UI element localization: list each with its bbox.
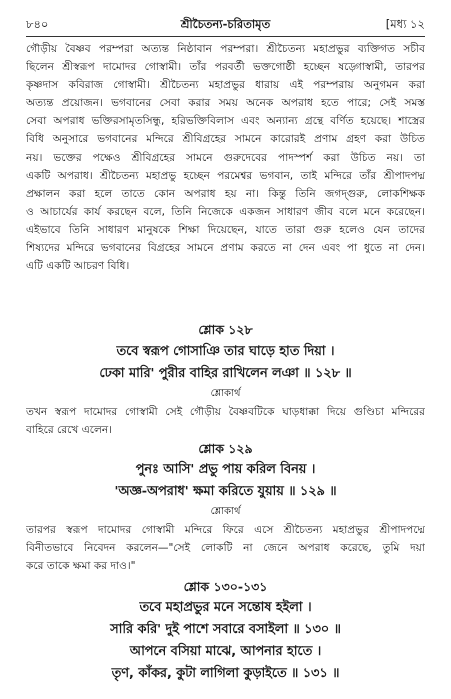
verse-line: তৃণ, কাঁকর, কুটা লাগিলা কুড়াইতে ॥ ১৩১ ॥ [111, 666, 340, 681]
purport-line: শিষ্যদের মন্দিরে ভগবানের বিগ্রহের সামনে প্রণাম করতে না দেন এবং পা ধুতে না দেন। [26, 242, 425, 255]
translation-line: বিনীতভাবে নিবেদন করলেন—"সেই লোকটি না জেনে অপরাধ করেছে, তুমি দয়া [26, 542, 425, 555]
verse-line: ঢেকা মারি' পুরীর বাহির রাখিলেন লঞা ॥ ১২৮ ॥ [99, 366, 352, 381]
purport-paragraph [26, 40, 425, 275]
header-rule [26, 36, 425, 37]
translation-heading: শ্লোকার্থ [210, 388, 241, 399]
chapter-reference: [মধ্য ১২ [385, 17, 425, 31]
purport-line: এইভাবে তিনি সাধারণ মানুষকে শিক্ষা দিয়েছেন, যাতে তারা গুরু হলেও যেন তাদের [26, 223, 425, 236]
purport-line: একটি অপরাধ। শ্রীচৈতন্য মহাপ্রভু হচ্ছেন পরমেশ্বর ভগবান, তাই মন্দিরে তাঁর শ্রীপাদপদ্ম [26, 169, 425, 182]
verse-heading: শ্লোক ১২৮ [198, 322, 253, 337]
purport-line: অত্যন্ত প্রয়োজন। ভগবানের সেবা করার সময় অনেক অপরাধ হতে পারে; সেই সমস্ত [26, 97, 425, 110]
verse-line: আপনে বসিয়া মাঝে, আপনার হাতে । [129, 644, 322, 659]
verse-heading: শ্লোক ১২৯ [198, 441, 253, 456]
verse-line: সারি করি' দুই পাশে সবারে বসাইলা ॥ ১৩০ ॥ [110, 622, 341, 637]
translation-line: বাহিরে রেখে এলেন। [26, 424, 113, 437]
purport-line: কৃষ্ণদাস কবিরাজ গোস্বামী। শ্রীচৈতন্য মহাপ্রভুর ধারায় এই পরম্পরায় অনুগমন করা [26, 79, 425, 92]
page-number: ৮৪০ [26, 17, 49, 31]
verse-line: 'অজ্ঞ-অপরাধ' ক্ষমা করিতে যুয়ায় ॥ ১২৯ ॥ [114, 484, 337, 499]
verse-line: তবে মহাপ্রভুর মনে সন্তোষ হইলা । [139, 600, 312, 615]
purport-line: নয়। ভক্তের পক্ষেও শ্রীবিগ্রহের সামনে গুরুদেবের পাদস্পর্শ করা উচিত নয়। তা [26, 151, 425, 164]
running-header [26, 15, 425, 33]
verse-line: তবে স্বরূপ গোসাঞি তার ঘাড়ে হাত দিয়া । [116, 344, 335, 359]
translation-line: করে তাকে ক্ষমা কর দাও।" [26, 560, 136, 573]
translation-paragraph [26, 521, 425, 575]
book-title: শ্রীচৈতন্য-চরিতামৃত [180, 17, 271, 31]
purport-line: এটি একটি আচরণ বিধি। [26, 260, 130, 273]
translation-line: তারপর স্বরূপ দামোদর গোস্বামী মন্দিরে ফিরে এসে শ্রীচৈতন্য মহাপ্রভুর শ্রীপাদপদ্মে [26, 524, 425, 536]
purport-line: সেবা অপরাধ ভক্তিরসামৃতসিন্ধু, হরিভক্তিবিলাস এবং অন্যান্য গ্রন্থে বর্ণিত হয়েছে। শাস্ত্রের [26, 115, 425, 128]
purport-line: ছিলেন শ্রীস্বরূপ দামোদর গোস্বামী। তাঁর পরবর্তী ভক্তগোষ্ঠী হচ্ছেন ষড়্গোস্বামী, তারপর [26, 61, 425, 74]
purport-line: প্রক্ষালন করা হলে তাতে কোন অপরাধ হয় না। কিন্তু তিনি জগদ্গুরু, লোকশিক্ষক [26, 187, 425, 200]
purport-line: ও আচার্যের কার্য করছেন বলে, তিনি নিজেকে একজন সাধারণ জীব বলে মনে করেছেন। [26, 205, 425, 218]
verse-heading: শ্লোক ১৩০-১৩১ [183, 579, 268, 594]
translation-paragraph [26, 403, 425, 439]
verse-line: পুনঃ আসি' প্রভু পায় করিল বিনয় । [135, 462, 316, 477]
translation-line: তখন স্বরূপ দামোদর গোস্বামী সেই গৌড়ীয় বৈষ্ণবটিকে ঘাড়ধাক্কা দিয়ে গুণ্ডিচা মন্দিরের [26, 406, 425, 418]
purport-line: বিধি অনুসারে ভগবানের মন্দিরে শ্রীবিগ্রহের সামনে কারোরই প্রণাম গ্রহণ করা উচিত [26, 133, 425, 146]
translation-heading: শ্লোকার্থ [210, 506, 241, 517]
purport-line: গৌড়ীয় বৈষ্ণব পরম্পরা অত্যন্ত নিষ্ঠাবান পরম্পরা। শ্রীচৈতন্য মহাপ্রভুর ব্যক্তিগত সচীব [26, 43, 425, 55]
